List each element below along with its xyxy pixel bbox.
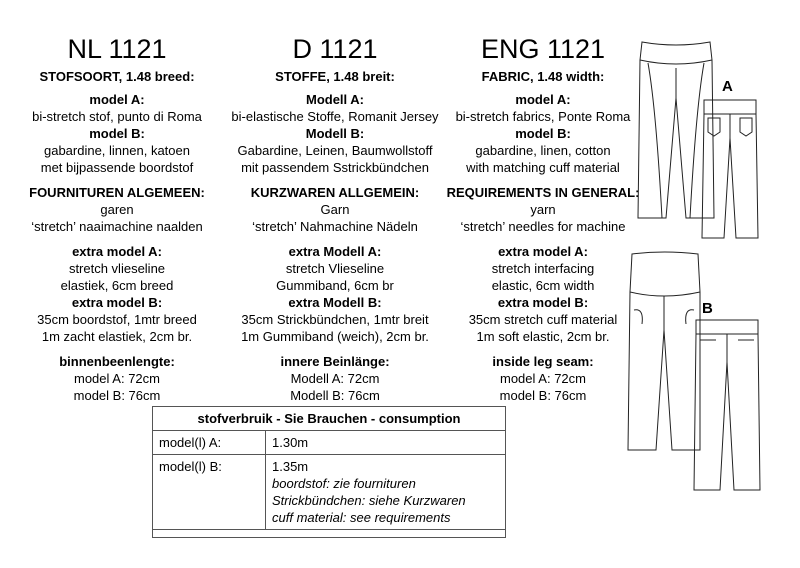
extra-a-heading: extra model A:: [498, 244, 588, 259]
extra-a-heading: extra Modell A:: [288, 244, 382, 259]
column-title: ENG 1121: [480, 34, 606, 64]
inseam-item: model B: 76cm: [73, 388, 161, 403]
supplies-item: yarn: [530, 202, 556, 217]
extra-b-heading: extra Modell B:: [288, 295, 382, 310]
extra-b-item: 1m Gummiband (weich), 2cm br.: [241, 329, 429, 344]
model-b-heading: model B:: [515, 126, 571, 141]
row-value: 1.35m: [272, 459, 309, 474]
extra-b-item: 35cm boordstof, 1mtr breed: [37, 312, 197, 327]
supplies-heading: KURZWAREN ALLGEMEIN:: [250, 185, 420, 200]
model-a-text: bi-stretch fabrics, Ponte Roma: [455, 109, 631, 124]
row-note: boordstof: zie fournituren: [272, 476, 416, 491]
extra-a-item: elastiek, 6cm breed: [60, 278, 174, 293]
column-eng: [432, 0, 654, 404]
model-b-text: Gabardine, Leinen, Baumwollstoff: [237, 143, 433, 158]
pants-b-back-illustration: [692, 318, 762, 490]
model-b-text: gabardine, linen, cotton: [475, 143, 611, 158]
inseam-item: model A: 72cm: [500, 371, 586, 386]
supplies-item: ‘stretch’ naaimachine naalden: [31, 219, 203, 234]
fabric-heading: STOFFE, 1.48 breit:: [275, 69, 395, 84]
figure-label-b: B: [702, 300, 713, 317]
supplies-heading: REQUIREMENTS IN GENERAL:: [446, 185, 640, 200]
table-row: [153, 431, 506, 455]
model-a-heading: model A:: [89, 92, 145, 107]
model-b-text: gabardine, linnen, katoen: [43, 143, 190, 158]
inseam-heading: innere Beinlänge:: [280, 354, 390, 369]
supplies-item: Garn: [320, 202, 350, 217]
consumption-title: stofverbruik - Sie Brauchen - consumption: [197, 411, 461, 426]
figure-label-a: A: [722, 78, 733, 95]
extra-b-item: 35cm Strickbündchen, 1mtr breit: [241, 312, 429, 327]
supplies-heading: FOURNITUREN ALGEMEEN:: [29, 185, 205, 200]
model-a-heading: model A:: [515, 92, 571, 107]
fabric-heading: STOFSOORT, 1.48 breed:: [39, 69, 195, 84]
model-b-text: with matching cuff material: [466, 160, 620, 175]
row-value-cell: [266, 455, 506, 530]
pants-a-back-illustration: [700, 98, 760, 238]
extra-b-heading: extra model B:: [71, 295, 163, 310]
table-row: [153, 455, 506, 530]
model-b-text: mit passendem Sstrickbündchen: [241, 160, 429, 175]
inseam-heading: inside leg seam:: [492, 354, 594, 369]
row-value: 1.30m: [272, 435, 309, 450]
extra-b-item: 1m soft elastic, 2cm br.: [476, 329, 610, 344]
model-a-text: bi-stretch stof, punto di Roma: [32, 109, 202, 124]
consumption-table: [152, 430, 506, 530]
extra-a-item: elastic, 6cm width: [491, 278, 595, 293]
inseam-item: Modell A: 72cm: [290, 371, 380, 386]
inseam-item: model B: 76cm: [499, 388, 587, 403]
column-title: D 1121: [292, 34, 378, 64]
extra-b-item: 35cm stretch cuff material: [468, 312, 618, 327]
model-b-text: met bijpassende boordstof: [40, 160, 194, 175]
column-title: NL 1121: [67, 34, 167, 64]
model-b-heading: Modell B:: [305, 126, 365, 141]
column-nl: [0, 0, 234, 404]
row-label: model(l) A:: [153, 431, 266, 455]
supplies-item: garen: [100, 202, 134, 217]
fabric-heading: FABRIC, 1.48 width:: [481, 69, 605, 84]
row-value-cell: [266, 431, 506, 455]
extra-a-item: stretch Vlieseline: [285, 261, 385, 276]
extra-b-item: 1m zacht elastiek, 2cm br.: [41, 329, 193, 344]
model-b-heading: model B:: [89, 126, 145, 141]
extra-a-item: stretch vlieseline: [68, 261, 166, 276]
model-a-heading: Modell A:: [305, 92, 364, 107]
extra-a-item: stretch interfacing: [491, 261, 595, 276]
inseam-item: Modell B: 76cm: [290, 388, 380, 403]
extra-b-heading: extra model B:: [497, 295, 589, 310]
row-note: cuff material: see requirements: [272, 510, 451, 525]
inseam-heading: binnenbeenlengte:: [59, 354, 175, 369]
supplies-item: ‘stretch’ Nahmachine Nädeln: [252, 219, 418, 234]
row-note: Strickbündchen: siehe Kurzwaren: [272, 493, 466, 508]
extra-a-item: Gummiband, 6cm br: [276, 278, 394, 293]
row-label: model(l) B:: [153, 455, 266, 530]
column-d: [212, 0, 458, 404]
extra-a-heading: extra model A:: [72, 244, 162, 259]
inseam-item: model A: 72cm: [74, 371, 160, 386]
supplies-item: ‘stretch’ needles for machine: [460, 219, 626, 234]
model-a-text: bi-elastische Stoffe, Romanit Jersey: [231, 109, 439, 124]
